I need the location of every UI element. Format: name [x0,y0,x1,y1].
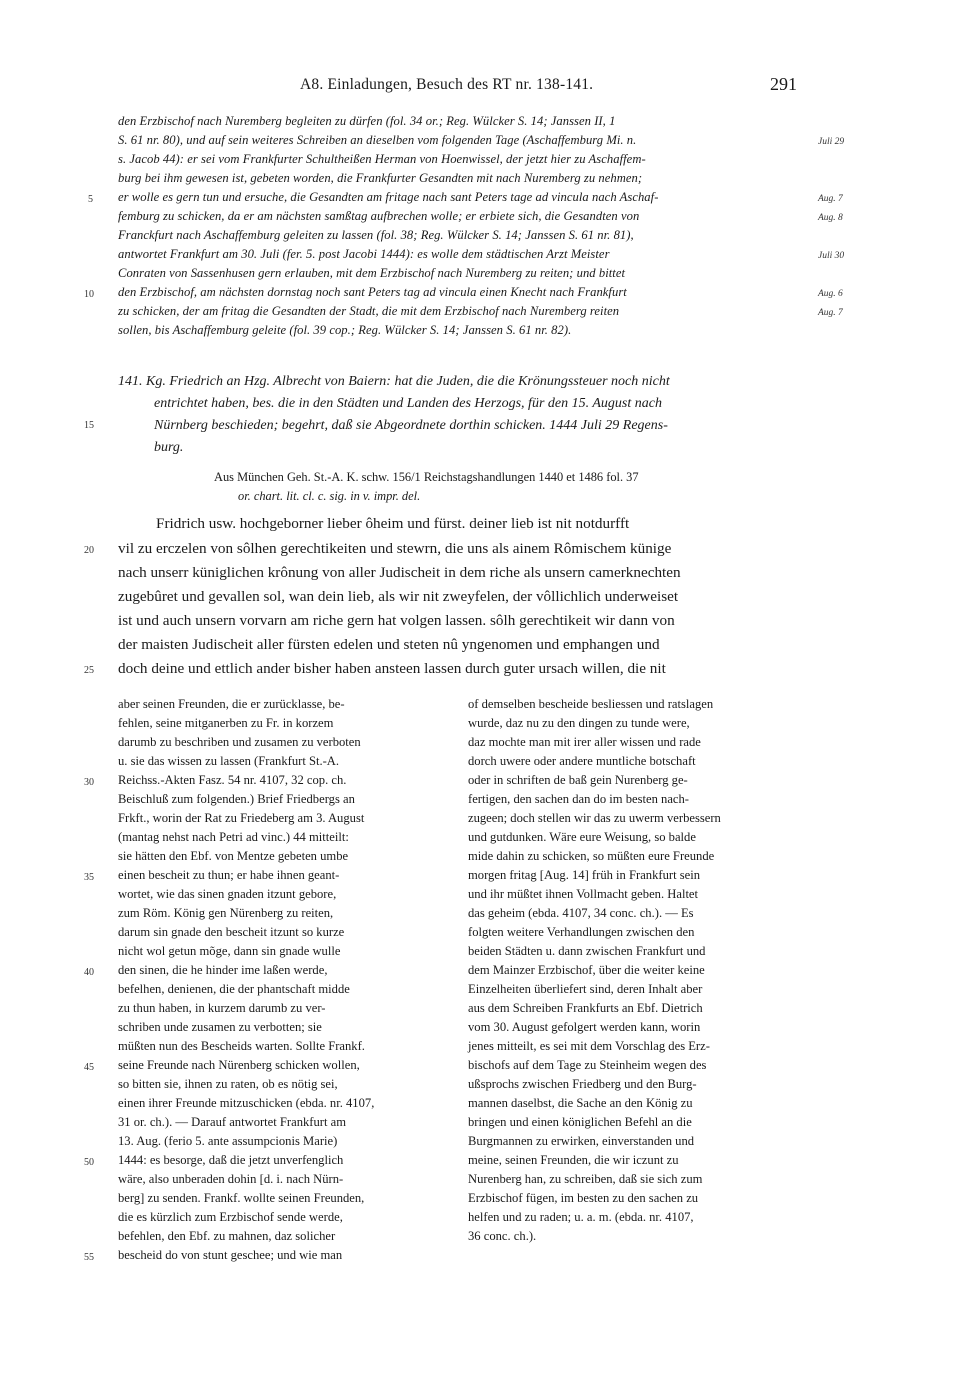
page-number: 291 [770,74,797,94]
footnote-line: Frkft., worin der Rat zu Friedeberg am 3. August [118,811,365,825]
top-note-line: Franckfurt nach Aschaffemburg geleiten zu lassen (fol. 38; Reg. Wülcker S. 14; Janssen S. 61 nr. 81), [118,228,634,242]
footnote-line: 31 or. ch.). — Darauf antwortet Frankfurt am [118,1115,347,1129]
body-line: nach unserr küniglichen krônung von aller Judischeit in dem riche als unsern camerknechten [118,564,681,581]
line-number: 20 [84,545,94,556]
top-note-line: sollen, bis Aschaffemburg geleite (fol. 39 cop.; Reg. Wülcker S. 14; Janssen S. 61 nr. 82). [118,323,572,337]
top-note-line: Conraten von Sassenhusen gern erlauben, mit dem Erzbischof nach Nuremberg zu reiten; und bittet [118,266,626,280]
top-note-line: femburg zu schicken, da er am nächsten samßtag aufbrechen wolle; er erbiete sich, die Gesandten von [118,209,640,223]
footnote-line: müßten nun des Bescheids warten. Sollte Frankf. [118,1039,365,1053]
footnote-line: und gutdunken. Wäre eure Weisung, so balde [468,830,696,844]
footnote-line: den sinen, die he hinder ime laßen werde, [118,963,328,977]
line-number: 45 [84,1062,94,1073]
footnote-line: Beischluß zum folgenden.) Brief Friedbergs an [118,792,355,806]
footnote-line: berg] zu senden. Frankf. wollte seinen Freunden, [118,1191,365,1205]
footnote-line: wurde, daz nu zu den dingen zu tunde were, [468,716,690,730]
body-line: zugebûret und gevallen sol, wan dein lieb, als wir nit zweyfelen, der vôllichlich underweiset [118,588,679,605]
footnote-line: ußsprochs zwischen Friedberg und den Burg- [468,1077,697,1091]
running-head-title: A8. Einladungen, Besuch des RT nr. 138-141. [300,76,594,93]
footnote-line: mannen daselbst, die Sache an den König zu [468,1096,693,1110]
footnote-line: zugeen; doch stellen wir das zu uwerm verbessern [468,811,721,825]
footnote-line: das geheim (ebda. 4107, 34 conc. ch.). — Es [468,906,694,920]
footnote-line: wäre, also unberaden dohin [d. i. nach Nürn- [118,1172,344,1186]
footnote-line: aber seinen Freunden, die er zurücklasse, be- [118,697,345,711]
footnote-line: befehlen, den Ebf. zu mahnen, daz solicher [118,1229,336,1243]
footnote-line: bischofs auf dem Tage zu Steinheim wegen des [468,1058,707,1072]
line-number: 30 [84,777,94,788]
margin-date: Juli 30 [818,251,845,261]
line-number: 35 [84,872,94,883]
footnote-line: 36 conc. ch.). [468,1229,537,1243]
top-note-line: s. Jacob 44): er sei vom Frankfurter Schultheißen Herman von Hoenwissel, der jetzt hier zu Aschaffem- [118,152,646,166]
running-header [0,76,960,100]
footnote-line: so bitten sie, ihnen zu raten, ob es nötig sei, [118,1077,338,1091]
footnote-line: jenes mitteilt, es sei mit dem Vorschlag des Erz- [468,1039,710,1053]
footnote-line: bringen und einen königlichen Befehl an die [468,1115,692,1129]
footnote-line: befelhen, denienen, die der phantschaft midde [118,982,350,996]
footnote-line: Burgmannen zu erwirken, einverstanden und [468,1134,695,1148]
line-number: 10 [84,289,94,300]
body-line: der maisten Judischeit aller fürsten edelen und steten nû yngenomen und emphangen und [118,636,660,653]
regest-line: entrichtet haben, bes. die in den Städten und Landen des Herzogs, für den 15. August nach [154,396,662,411]
margin-date: Aug. 7 [818,194,843,204]
footnote-line: zu thun haben, in kurzem darumb zu ver- [118,1001,326,1015]
line-number: 25 [84,665,94,676]
top-note-line: antwortet Frankfurt am 30. Juli (fer. 5. post Jacobi 1444): es wolle dem städtischen Arzt Meister [118,247,610,261]
footnote-line: wortet, wie das sinen gnaden itzunt gebore, [118,887,337,901]
top-note-line: er wolle es gern tun und ersuche, die Gesandten am fritage nach sant Peters tage ad vincula nach Aschaf- [118,190,659,204]
footnote-line: mide dahin zu schicken, so müßten eure Freunde [468,849,715,863]
footnote-line: und ihr müßtet ihnen Vollmacht geben. Haltet [468,887,699,901]
footnote-line: Reichss.-Akten Fasz. 54 nr. 4107, 32 cop. ch. [118,773,347,787]
footnote-line: dem Mainzer Erzbischof, über die weiter keine [468,963,705,977]
footnote-line: aus dem Schreiben Frankfurts an Ebf. Dietrich [468,1001,703,1015]
footnote-line: bescheid do von stunt geschee; und wie man [118,1248,343,1262]
footnote-line: helfen und zu raden; u. a. m. (ebda. nr. 4107, [468,1210,694,1224]
margin-date: Aug. 7 [818,308,843,318]
footnote-line: beiden Städten u. dann zwischen Frankfurt und [468,944,706,958]
footnote-line: folgten weitere Verhandlungen zwischen den [468,925,695,939]
top-note-line: S. 61 nr. 80), und auf sein weiteres Schreiben an dieselben vom folgenden Tage (Aschaffemburg Mi. n. [118,133,637,147]
footnote-line: morgen fritag [Aug. 14] früh in Frankfurt sein [468,868,701,882]
body-line: doch deine und ettlich ander bisher haben ansteen lassen durch guter ursach willen, die nit [118,660,666,677]
body-line: Fridrich usw. hochgeborner lieber ôheim und fürst. deiner lieb ist nit notdurfft [156,515,630,532]
footnote-line: daz mochte man mit irer aller wissen und rade [468,735,701,749]
body-line: vil zu erczelen von sôlhen gerechtikeiten und stewrn, die uns als ainem Rômischem künige [118,540,672,557]
footnote-line: oder in schriften de baß gein Nurenberg ge- [468,773,688,787]
footnote-line: die es kürzlich zum Erzbischof sende werde, [118,1210,343,1224]
top-note-line: burg bei ihm gewesen ist, gebeten worden, die Frankfurter Gesandten mit nach Nuremberg zu nehmen; [118,171,643,185]
margin-date: Aug. 6 [818,289,843,299]
regest-line: burg. [154,440,184,455]
line-number: 55 [84,1252,94,1263]
margin-date: Aug. 8 [818,213,843,223]
footnote-line: einen ihrer Freunde mitzuschicken (ebda. nr. 4107, [118,1096,375,1110]
footnote-line: dorch uwere oder andere muntliche botschaft [468,754,696,768]
regest-line: Nürnberg beschieden; begehrt, daß sie Abgeordnete dorthin schicken. 1444 Juli 29 Regens- [154,418,668,433]
line-number: 15 [84,420,94,431]
footnote-line: schriben unde zusamen zu verbotten; sie [118,1020,322,1034]
footnote-line: nicht wol getun mõge, dann sin gnade wulle [118,944,341,958]
footnote-line: seine Freunde nach Nürenberg schicken wollen, [118,1058,360,1072]
footnote-line: 1444: es besorge, daß die jetzt unverfenglich [118,1153,344,1167]
footnote-line: fehlen, seine mitganerben zu Fr. in korzem [118,716,334,730]
footnote-line: Erzbischof fügen, im besten zu den sachen zu [468,1191,699,1205]
margin-date: Juli 29 [818,137,845,147]
top-note-line: den Erzbischof nach Nuremberg begleiten zu dürfen (fol. 34 or.; Reg. Wülcker S. 14; Janssen II, 1 [118,114,616,128]
footnote-line: 13. Aug. (ferio 5. ante assumpcionis Marie) [118,1134,338,1148]
footnote-line: zum Röm. König gen Nürenberg zu reiten, [118,906,334,920]
footnote-line: darumb zu beschriben und zusamen zu verboten [118,735,361,749]
footnote-line: Nurenberg han, zu schreiben, daß sie sich zum [468,1172,703,1186]
footnote-line: Einzelheiten überliefert sind, deren Inhalt aber [468,982,703,996]
source-line: or. chart. lit. cl. c. sig. in v. impr. del. [238,489,421,503]
footnote-line: meine, seinen Freunden, die wir iczunt zu [468,1153,679,1167]
line-number: 40 [84,967,94,978]
footnote-line: vom 30. August gefolgert werden kann, worin [468,1020,701,1034]
source-line: Aus München Geh. St.-A. K. schw. 156/1 Reichstagshandlungen 1440 et 1486 fol. 37 [214,470,639,484]
footnote-line: sie hätten den Ebf. von Mentze gebeten umbe [118,849,349,863]
footnote-line: einen bescheit zu thun; er habe ihnen geant- [118,868,340,882]
top-note-line: den Erzbischof, am nächsten dornstag noch sant Peters tag ad vincula einen Knecht nach Frankfurt [118,285,627,299]
line-number: 50 [84,1157,94,1168]
top-note-line: zu schicken, der am fritag die Gesandten der Stadt, die mit dem Erzbischof nach Nuremberg reiten [118,304,620,318]
footnote-line: fertigen, den sachen dan do im besten nach- [468,792,690,806]
footnote-line: of demselben bescheide besliessen und ratslagen [468,697,714,711]
line-number: 5 [88,194,93,205]
body-line: ist und auch unsern vorvarn am riche gern hat volgen lassen. sôlh gerechtikeit wir dann von [118,612,675,629]
footnote-line: darum sin gnade den bescheit itzunt so kurze [118,925,345,939]
regest-line: 141. Kg. Friedrich an Hzg. Albrecht von Baiern: hat die Juden, die die Krönungssteuer noch nicht [118,374,670,389]
footnote-line: u. sie das wissen zu lassen (Frankfurt St.-A. [118,754,340,768]
footnote-line: (mantag nehst nach Petri ad vinc.) 44 mitteilt: [118,830,349,844]
